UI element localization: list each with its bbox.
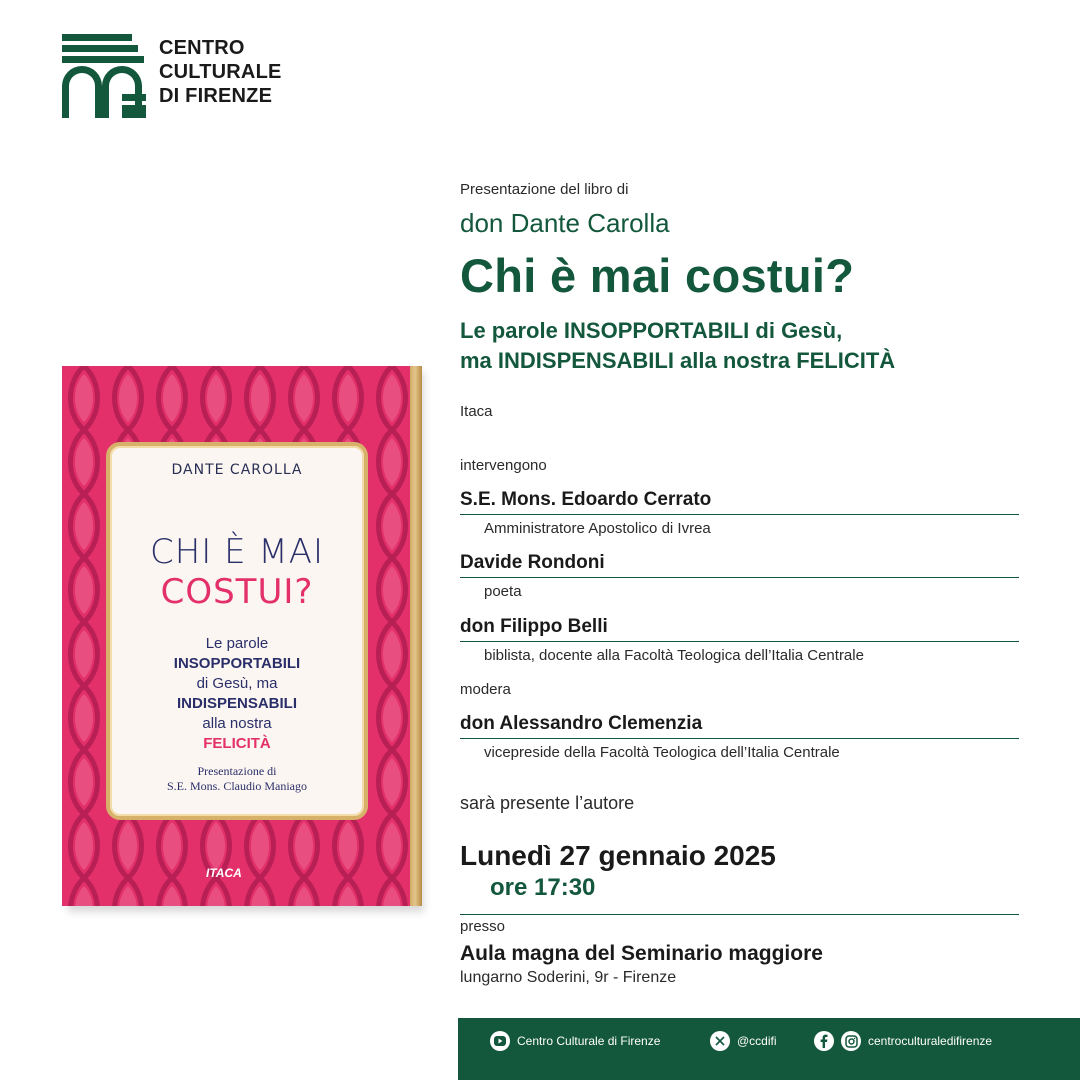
youtube-label: Centro Culturale di Firenze [517,1034,661,1048]
venue-label: presso [460,918,506,935]
x-label: @ccdifi [737,1034,777,1048]
speaker-name: don Filippo Belli [460,616,1019,642]
book-cover [62,366,410,906]
x-icon [710,1031,730,1051]
cover-presentation [110,764,364,794]
speaker-role: biblista, docente alla Facoltà Teologica dell’Italia Centrale [484,647,864,664]
social-footer [458,1018,1080,1080]
cover-subtitle [110,634,364,754]
cover-sub-line: FELICITÀ [203,735,271,752]
speaker [460,552,1019,600]
book-title: Chi è mai costui? [460,249,855,302]
cover-title-line1: CHI È MAI [149,532,325,572]
speaker-role: poeta [484,583,522,600]
speakers-label: intervengono [460,457,547,474]
speaker-name: Davide Rondoni [460,552,1019,578]
cover-pres-line: S.E. Mons. Claudio Maniago [167,779,307,793]
cover-sub-line: INDISPENSABILI [176,695,297,712]
moderator [460,713,1019,761]
facebook-instagram-link[interactable] [814,1018,992,1064]
speaker [460,489,1019,537]
cover-frame [106,442,368,820]
cover-sub-line: di Gesù, ma [196,675,278,692]
speaker-role: Amministratore Apostolico di Ivrea [484,520,711,537]
social-label: centroculturaledifirenze [868,1034,993,1048]
cover-title-line2: COSTUI? [160,572,314,612]
author-name: don Dante Carolla [460,208,670,238]
event-time: ore 17:30 [490,874,596,901]
speaker [460,616,1019,664]
subtitle-line: Le parole INSOPPORTABILI di Gesù, [460,318,843,343]
book-spine [408,366,422,906]
logo-line: DI FIRENZE [159,85,273,107]
book-cover-image [62,366,422,906]
speaker-name: S.E. Mons. Edoardo Cerrato [460,489,1019,515]
cover-publisher-logo: ITACA [206,866,242,880]
venue-name: Aula magna del Seminario maggiore [460,942,823,965]
facebook-icon [814,1031,834,1051]
moderator-role: vicepreside della Facoltà Teologica dell’Italia Centrale [484,744,840,761]
publisher: Itaca [460,403,493,420]
cover-author: DANTE CAROLLA [171,462,303,478]
book-subtitle [460,316,895,376]
cover-sub-line: alla nostra [202,715,272,732]
moderator-name: don Alessandro Clemenzia [460,713,1019,739]
cover-sub-line: INSOPPORTABILI [173,655,301,672]
logo [62,34,322,120]
x-link[interactable] [710,1018,777,1064]
logo-line: CENTRO [159,37,245,59]
subtitle-line: ma INDISPENSABILI alla nostra FELICITÀ [460,348,896,373]
instagram-icon [841,1031,861,1051]
logo-line: CULTURALE [159,61,282,83]
event-date: Lunedì 27 gennaio 2025 [460,840,776,871]
moderator-label: modera [460,681,511,698]
youtube-icon [490,1031,510,1051]
logo-wordmark [159,36,282,108]
youtube-link[interactable] [490,1018,660,1064]
intro-text: Presentazione del libro di [460,181,629,198]
author-present-note: sarà presente l’autore [460,793,635,813]
cover-sub-line: Le parole [205,635,269,652]
divider [460,914,1019,915]
cover-pres-line: Presentazione di [197,764,277,778]
centro-culturale-logo-icon [62,34,146,118]
venue-address: lungarno Soderini, 9r - Firenze [460,969,677,986]
